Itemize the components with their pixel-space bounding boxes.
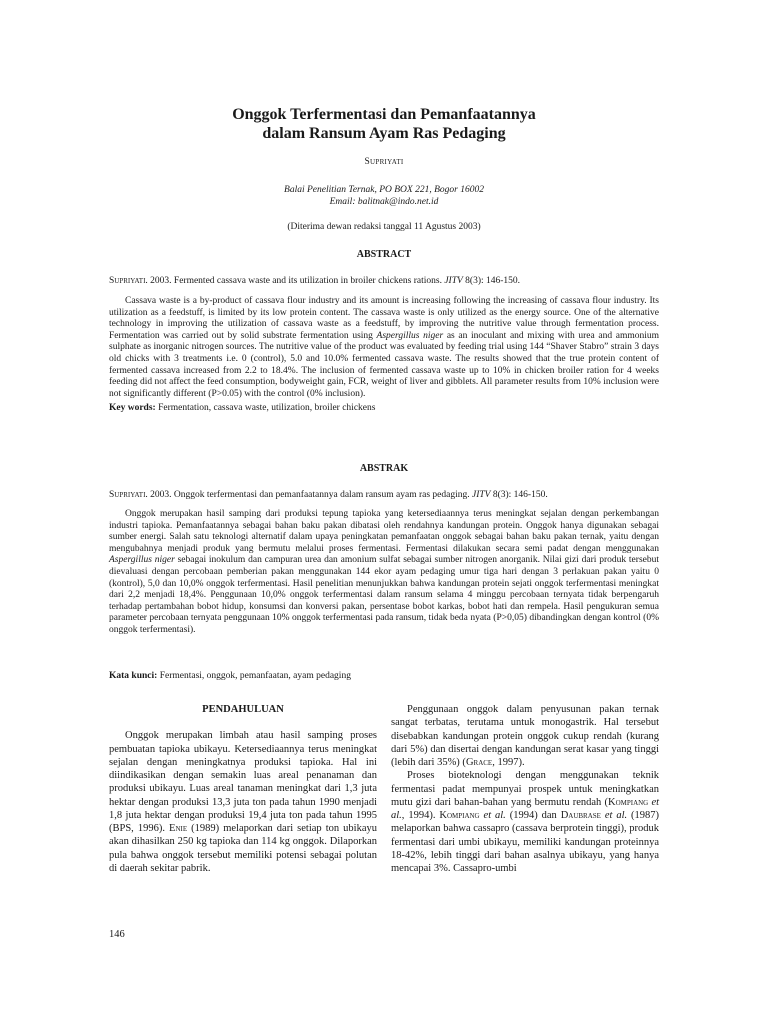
abstract-cite-text: . 2003. Fermented cassava waste and its utilization in broiler chickens rations. [145,276,442,286]
right-p2-text-b: , 1994). [401,810,436,821]
left-paragraph [109,729,377,875]
abstract-keywords [109,403,659,415]
right-p2-etal-2: et al. [483,810,506,821]
right-p2-etal-3: et al. [604,810,628,821]
abstract-body [109,296,659,400]
title-line-2: dalam Ransum Ayam Ras Pedaging [262,125,506,142]
affiliation [0,184,768,208]
right-p1-tail: , 1997). [492,757,525,768]
right-paragraph-2 [391,769,659,875]
right-p2-text-d: (1987) melaporkan bahwa cassapro (cassava berprotein tinggi), produk fermentasi dari umbi ubikayu, memiliki kandungan proteinnya 18-42%, lebih tinggi dari bahan asalnya ubikayu, yang hanya mencapai 3%. Cassapro-umbi [391,810,660,874]
abstrak-cite-text: . 2003. Onggok terfermentasi dan pemanfaatannya dalam ransum ayam ras pedaging. [145,490,470,500]
right-p1-text: Penggunaan onggok dalam penyusunan pakan ternak sangat terbatas, terutama untuk monogastrik. Hal tersebut disebabkan kandungan protein onggok cukup rendah (kurang dari 5%) dan disertai dengan kandungan serat kasar yang tinggi (lebih dari 35%) ( [391,704,659,768]
right-paragraph-1 [391,703,659,769]
page-number: 146 [109,929,125,940]
right-p2-text-c: (1994) dan [509,810,557,821]
abstrak-cite-author: Supriyati [109,490,146,500]
affiliation-address: Balai Penelitian Ternak, PO BOX 221, Bogor 16002 [284,185,484,195]
right-p2-author-1: Kompiang [607,796,649,808]
abstract-organism: Aspergillus niger [376,330,444,341]
abstract-cite-volume: 8(3): 146-150. [465,276,521,286]
abstrak-keywords [109,671,659,683]
right-column [391,703,659,875]
right-p2-author-3: Daubrase [560,810,601,821]
left-cited-author: Enie [169,823,188,834]
right-p2-author-2: Kompiang [439,810,480,821]
affiliation-email: Email: balitnak@indo.net.id [329,197,439,207]
left-column [109,703,377,875]
received-date: (Diterima dewan redaksi tanggal 11 Agustus 2003) [287,222,481,232]
abstract-body-part-1: Cassava waste is a by-product of cassava flour industry and its amount is increasing following the increasing of cassava flour industry. Its utilization as a feedstuff, is limited by its low protein content. The cassava waste is only utilized as the energy source. One of the alternative technology in improving the utilization of cassava waste as a feedstuff, by improving the nutritive value through fermentation process. Fermentation was carried out by solid substrate fermentation using [109,296,659,341]
abstrak-cite-journal: JITV [472,490,491,500]
left-paragraph-tail: (1989) melaporkan dari setiap ton ubikayu akan dihasilkan 250 kg tapioka dan 114 kg onggok. Dilaporkan pula bahwa onggok tersebut memiliki potensi sebagai polutan di daerah sekitar pabrik. [109,823,377,874]
kata-kunci-label: Kata kunci: [109,671,158,681]
kata-kunci-text: Fermentasi, onggok, pemanfaatan, ayam pedaging [159,671,351,681]
abstract-cite-author: Supriyati [109,276,146,286]
keywords-text: Fermentation, cassava waste, utilization, broiler chickens [158,403,376,413]
right-p1-author: Grace [465,757,493,768]
abstrak-cite-volume: 8(3): 146-150. [492,490,548,500]
abstrak-body-part-2: sebagai inokulum dan campuran urea dan amonium sulfat sebagai sumber nitrogen anorganik. Nilai gizi dari produk tersebut dievaluasi dengan percobaan pemberian pakan menggunakan 144 ekor ayam pedaging umur tiga hari dengan 3 perlakuan pakan yaitu 0 (kontrol), 5,0 dan 10,0% onggok terfermentasi. Hasil penelitian menunjukkan bahwa kandungan protein sejati onggok terfermentasi meningkat dari 2,2 menjadi 18,4%. Penggunaan 10,0% onggok terfermentasi dalam ransum selama 4 minggu percobaan ternyata tidak berpengaruh terhadap pertambahan bobot hidup, konsumsi dan konversi pakan, persentase bobot karkas, bobot hati dan rempela. Hasil pengukuran semua parameter percobaan ternyata penggunaan 10% onggok terfermentasi pada ransum, tidak beda nyata (P>0,05) dibandingkan dengan kontrol (0% onggok terfermentasi). [109,555,659,635]
abstract-citation [109,276,659,288]
abstrak-body-part-1: Onggok merupakan hasil samping dari produksi tepung tapioka yang ketersediaannya terus meningkat sejalan dengan perkembangan industri tapioka. Pemanfaatannya sebagai bahan baku pakan dibatasi oleh rendahnya kandungan protein. Onggok hanya digunakan sebagai sumber energi. Salah satu teknologi alternatif dalam upaya peningkatan pemanfaatan onggok sebagai bahan baku pakan ternak, yaitu dengan mengubahnya menjadi produk yang bermutu melalui proses fermentasi. Fermentasi dilakukan secara semi padat dengan menggunakan [109,509,659,554]
abstrak-body [109,509,659,637]
author-name: Supriyati [364,157,404,167]
paper-title [0,105,768,143]
keywords-label: Key words: [109,403,156,413]
right-p2-text-a: Proses bioteknologi dengan menggunakan teknik fermentasi padat mempunyai prospek untuk meningkatkan mutu gizi dari bahan-bahan yang bermutu rendah ( [391,770,659,808]
abstract-heading: ABSTRACT [356,249,412,260]
section-heading-pendahuluan: PENDAHULUAN [202,704,284,715]
abstract-body-part-2: as an inoculant and mixing with urea and ammonium sulphate as inorganic nitrogen sources. The nutritive value of the product was evaluated by feeding trial using 144 “Shaver Stabro” strain 3 days old chicks with 3 treatments i.e. 0 (control), 5.0 and 10.0% fermented cassava waste. The results showed that the true protein content of fermented cassava increased from 2.2 to 18.4%. The inclusion of fermented cassava waste up to 10% in chicken broiler ration for 4 weeks feeding did not affect the feed consumption, bodyweight gain, FCR, weight of liver and gibblets. All parameter results from 10% inclusion were not significantly different (P>0.05) with the control (0% inclusion). [109,330,660,399]
left-paragraph-text: Onggok merupakan limbah atau hasil samping proses pembuatan tapioka ubikayu. Ketersediaannya terus meningkat sejalan dengan meningkatnya produksi tapioka. Hal ini diindikasikan dengan semakin luas areal penanaman dan produksi ubikayu. Luas areal tanaman meningkat dari 1,3 juta hektar dengan produksi 13,3 juta ton pada tahun 1990 menjadi 1,8 juta hektar dengan produksi 19,4 juta ton pada tahun 1995 (BPS, 1996). [109,730,377,834]
abstrak-heading: ABSTRAK [359,463,409,474]
abstract-cite-journal: JITV [444,276,463,286]
abstrak-citation [109,490,659,502]
title-line-1: Onggok Terfermentasi dan Pemanfaatannya [232,106,536,123]
abstrak-organism: Aspergillus niger [109,555,175,566]
right-p2-etal-1: et al. [391,796,660,821]
